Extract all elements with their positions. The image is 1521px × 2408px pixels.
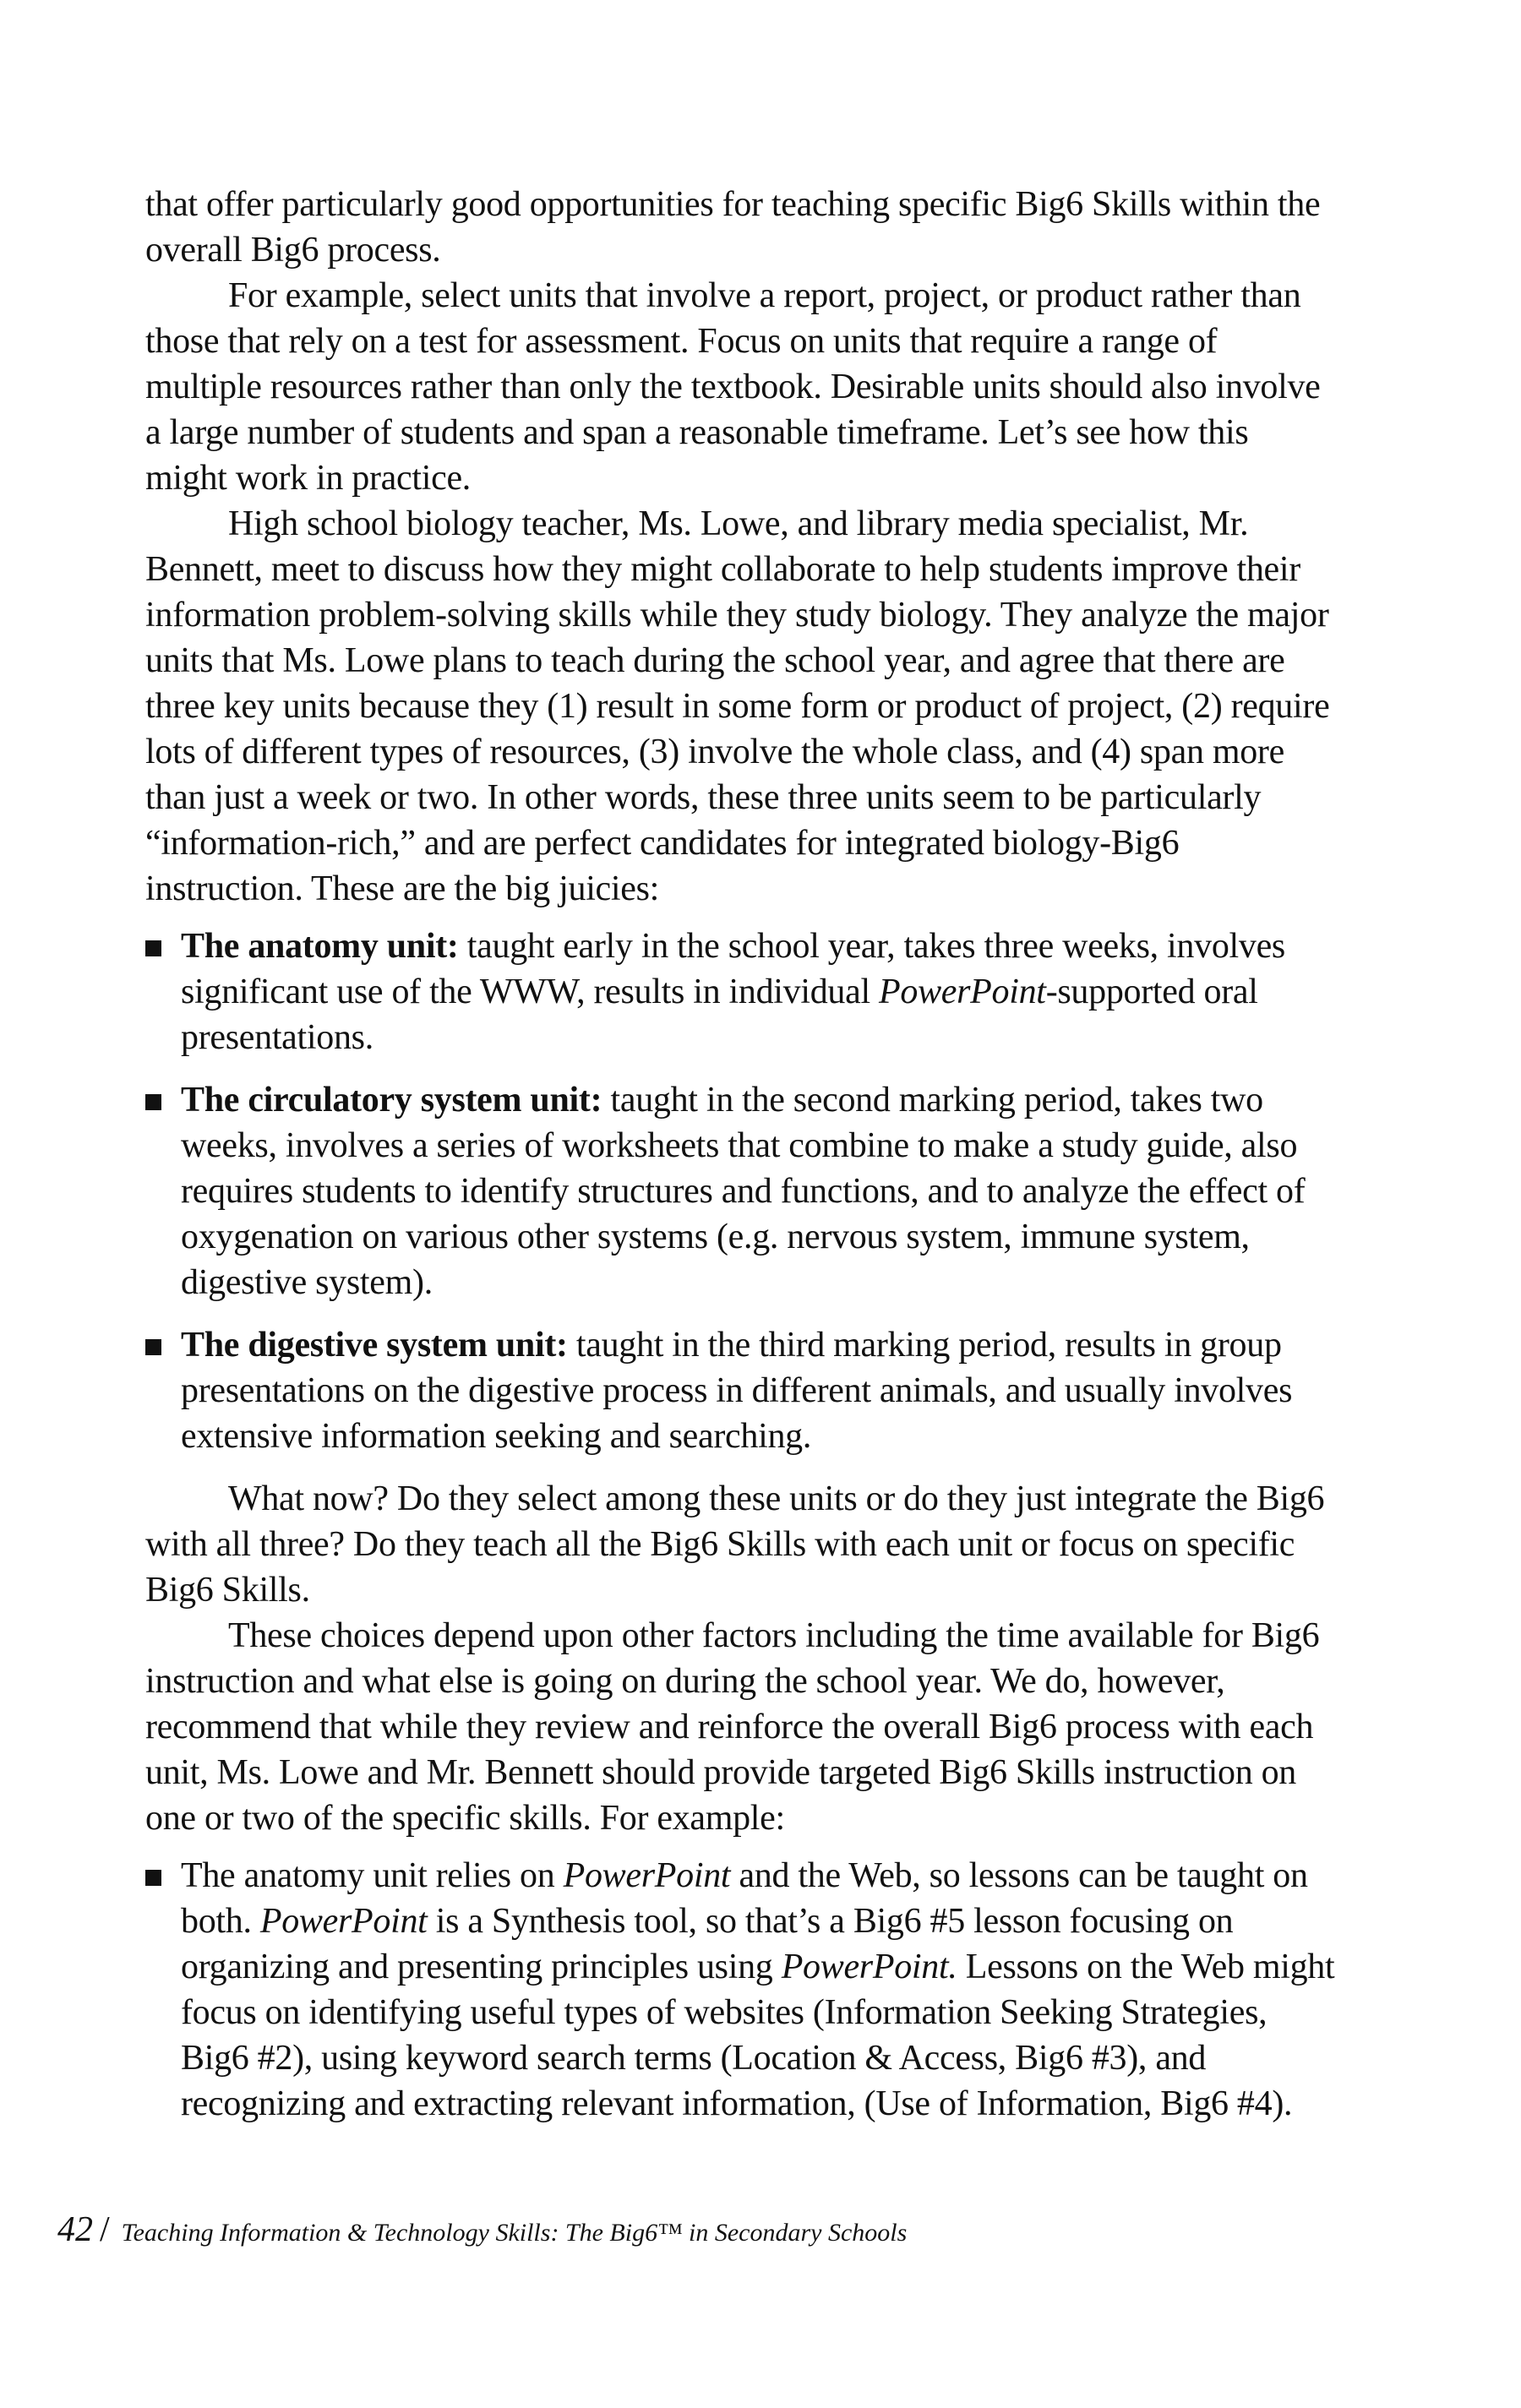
page-body: [145, 182, 1337, 2144]
unit-term: The anatomy unit:: [181, 927, 459, 966]
square-bullet-icon: [145, 1339, 161, 1355]
paragraph-5: These choices depend upon other factors including the time available for Big6 instruction and what else is going on during the school year. We do, however, recommend that while they review and reinforce the overall Big6 process with each unit, Ms. Lowe and Mr. Bennett should provide targeted Big6 Skills instruction on one or two of the specific skills. For example:: [145, 1616, 1320, 1838]
unit-description: taught in the third marking period, results in group presentations on the digestive process in different animals, and usually involves extensive information seeking and searching.: [181, 1326, 1293, 1456]
list-item-circulatory-unit: [145, 1077, 1337, 1305]
example-text-2: and the Web, so lessons can be taught on both.: [181, 1856, 1308, 1941]
example-text-1: The anatomy unit relies on: [181, 1856, 564, 1895]
square-bullet-icon: [145, 1094, 161, 1110]
paragraph-3: High school biology teacher, Ms. Lowe, and library media specialist, Mr. Bennett, meet to discuss how they might collaborate to help students improve their information problem-solving skills while they study biology. They analyze the major units that Ms. Lowe plans to teach during the school year, and agree that there are three key units because they (1) result in some form or product of project, (2) require lots of different types of resources, (3) involve the whole class, and (4) span more than just a week or two. In other words, these three units seem to be particularly “information-rich,” and are perfect candidates for integrated biology-Big6 instruction. These are the big juicies:: [145, 504, 1330, 908]
unit-description: taught early in the school year, takes three weeks, involves significant use of the WWW, results in individual: [181, 927, 1285, 1011]
list-item-anatomy-unit: [145, 923, 1337, 1060]
unit-term: The digestive system unit:: [181, 1326, 568, 1365]
example-list: [145, 1853, 1337, 2127]
example-text-4: Lessons on the Web might focus on identifying useful types of websites (Information Seeking Strategies, Big6 #2), using keyword search terms (Location & Access, Big6 #3), and recognizing and extracting relevant information, (Use of Information, Big6 #4).: [181, 1948, 1335, 2123]
list-item-example: [145, 1853, 1337, 2127]
unit-description-italic: PowerPoint: [879, 972, 1046, 1011]
example-text-3: is a Synthesis tool, so that’s a Big6 #5 lesson focusing on organizing and presenting principles using: [181, 1902, 1234, 1986]
unit-description: taught in the second marking period, takes two weeks, involves a series of worksheets that combine to make a study guide, also requires students to identify structures and functions, and to analyze the effect of oxygenation on various other systems (e.g. nervous system, immune system, digestive system).: [181, 1081, 1306, 1302]
book-title: Teaching Information & Technology Skills: The Big6™ in Secondary Schools: [121, 2219, 908, 2247]
square-bullet-icon: [145, 1870, 161, 1886]
footer-separator: /: [100, 2210, 110, 2249]
example-italic-2: PowerPoint: [259, 1902, 428, 1941]
example-italic-1: PowerPoint: [563, 1856, 731, 1895]
paragraph-1: that offer particularly good opportunities for teaching specific Big6 Skills within the overall Big6 process.: [145, 185, 1321, 270]
square-bullet-icon: [145, 940, 161, 956]
page-number: 42: [57, 2210, 93, 2249]
paragraph-2: For example, select units that involve a report, project, or product rather than those that rely on a test for assessment. Focus on units that require a range of multiple resources rather than only the textbook. Desirable units should also involve a large number of students and span a reasonable timeframe. Let’s see how this might work in practice.: [145, 276, 1321, 498]
paragraph-4: What now? Do they select among these units or do they just integrate the Big6 with all three? Do they teach all the Big6 Skills with each unit or focus on specific Big6 Skills.: [145, 1479, 1325, 1610]
list-item-digestive-unit: [145, 1322, 1337, 1459]
unit-description-end: -supported oral presentations.: [181, 972, 1258, 1057]
page-footer: [57, 2209, 907, 2250]
example-italic-3: PowerPoint.: [781, 1948, 957, 1986]
unit-term: The circulatory system unit:: [181, 1081, 602, 1120]
unit-list: [145, 923, 1337, 1459]
